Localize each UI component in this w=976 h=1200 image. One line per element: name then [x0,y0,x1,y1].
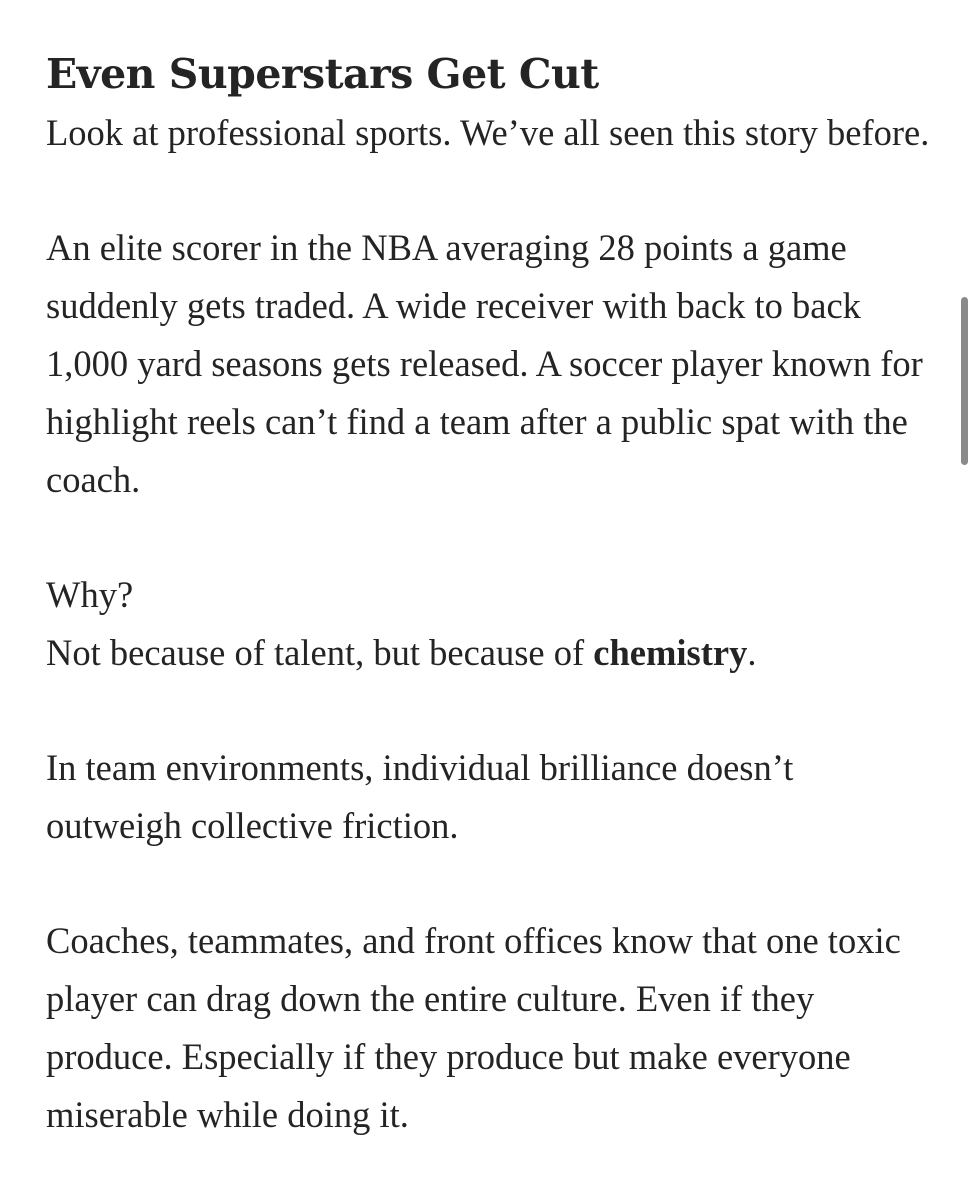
why-question: Why? [46,574,134,615]
chemistry-emphasis: chemistry [593,632,748,673]
scrollbar-thumb[interactable] [961,297,968,465]
why-answer-prefix: Not because of talent, but because of [46,632,594,673]
article-body [46,44,936,1144]
paragraph-intro: Look at professional sports. We’ve all seen this story before. [46,112,930,153]
paragraph-why [46,566,936,682]
paragraph-team-environments: In team environments, individual brilliance doesn’t outweigh collective friction. [46,747,794,846]
paragraph-toxic-player: Coaches, teammates, and front offices know that one toxic player can drag down the entire culture. Even if they produce. Especially if they produce but make everyone miserable while doing it. [46,920,901,1135]
why-answer-suffix: . [747,632,757,673]
paragraph-examples: An elite scorer in the NBA averaging 28 points a game suddenly gets traded. A wide receiver with back to back 1,000 yard seasons gets released. A soccer player known for highlight reels can’t find a team after a public spat with the coach. [46,227,923,500]
section-heading: Even Superstars Get Cut [46,50,599,98]
